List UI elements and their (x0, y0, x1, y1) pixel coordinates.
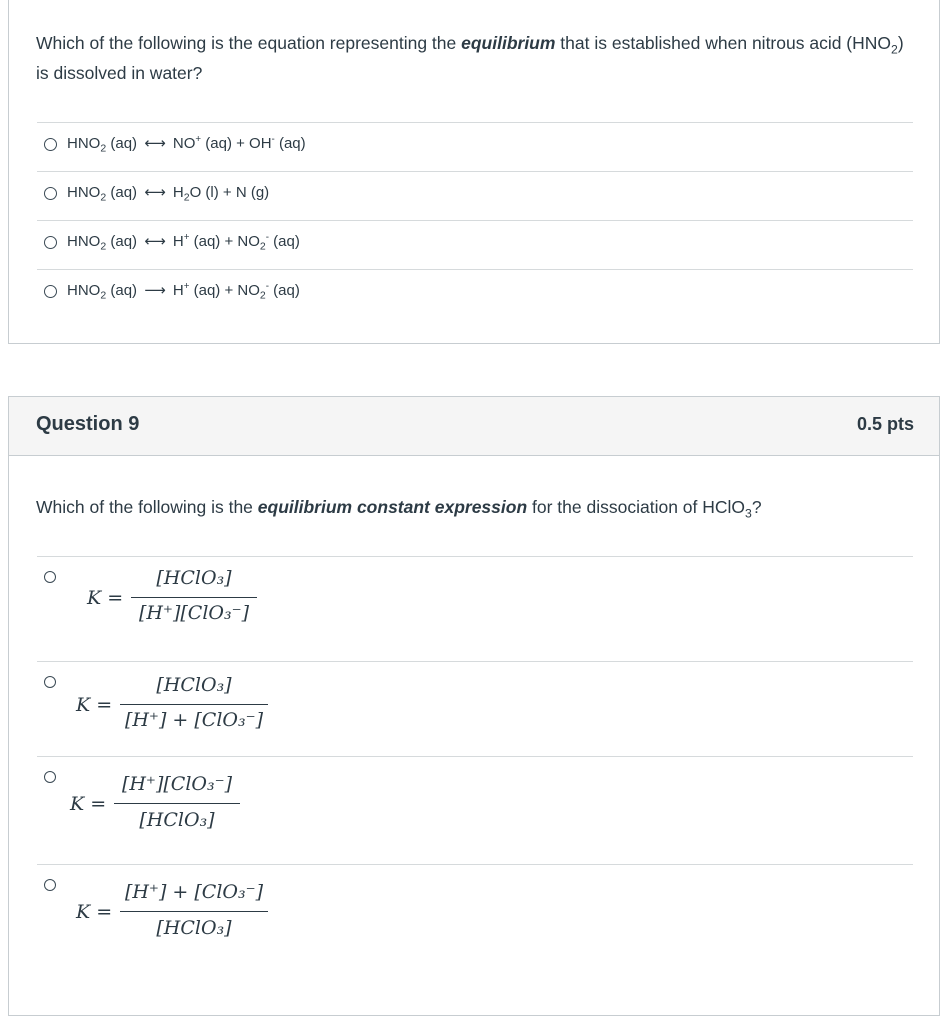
k-label: K = (70, 793, 107, 815)
answer-label: $HNO_2$ (aq) ⟶ H+ $(aq) + NO_2^-$ (aq) (67, 281, 300, 302)
fraction (120, 881, 268, 951)
radio-button[interactable] (44, 771, 56, 783)
question-8-text: Which of the following is the equation representing the equilibrium that is established when nitrous acid $(HNO_2)$ is dissolved in water? (36, 33, 904, 83)
divider (37, 171, 913, 172)
k-expression (76, 881, 336, 957)
radio-button[interactable] (44, 879, 56, 891)
fraction (131, 567, 257, 639)
k-expression (87, 567, 327, 645)
radio-button[interactable] (44, 285, 57, 298)
divider (37, 269, 913, 270)
answer-label: $HNO_2$ (aq) ⟷ H+ $(aq) + NO_2^-$ (aq) (67, 232, 300, 253)
divider (37, 864, 913, 865)
radio-button[interactable] (44, 236, 57, 249)
k-expression (76, 674, 336, 752)
answer-label: $HNO_2$ (aq) ⟷ NO+ (aq) + OH- (aq) (67, 134, 306, 155)
k-label: K = (76, 694, 113, 716)
answer-option-1[interactable] (37, 134, 913, 164)
question-points: 0.5 pts (856, 414, 914, 434)
fraction-bar (114, 803, 240, 804)
answer-option-3[interactable] (37, 232, 913, 262)
question-header (9, 397, 939, 456)
reversible-arrow-icon: ⟷ (144, 134, 166, 152)
divider (37, 220, 913, 221)
denominator: [HClO₃] (156, 917, 232, 939)
forward-arrow-icon: ⟶ (144, 281, 166, 299)
divider (37, 122, 913, 123)
question-9-text: Which of the following is the equilibrium constant expression for the dissociation of HClO$_3$? (36, 497, 762, 521)
numerator: [HClO₃] (156, 674, 232, 696)
radio-button[interactable] (44, 138, 57, 151)
numerator: [HClO₃] (156, 567, 232, 589)
answer-option-2[interactable] (37, 670, 913, 760)
radio-button[interactable] (44, 571, 56, 583)
fraction-bar (120, 704, 268, 705)
fraction-bar (131, 597, 257, 598)
divider (37, 556, 913, 557)
denominator: [H⁺] + [ClO₃⁻] (124, 709, 264, 731)
answer-option-3[interactable] (37, 765, 913, 865)
k-label: K = (76, 901, 113, 923)
k-expression (70, 773, 310, 849)
question-title: Question 9 (36, 413, 140, 435)
answer-option-2[interactable] (37, 183, 913, 213)
k-label: K = (87, 587, 124, 609)
fraction (114, 773, 240, 843)
fraction (120, 674, 268, 746)
answer-option-1[interactable] (37, 565, 913, 655)
answer-option-4[interactable] (37, 873, 913, 973)
denominator: [HClO₃] (139, 809, 215, 831)
reversible-arrow-icon: ⟷ (144, 183, 166, 201)
denominator: [H⁺][ClO₃⁻] (138, 602, 250, 624)
answer-label: $HNO_2$ (aq) ⟷ $H_2O$ (l) + N (g) (67, 183, 270, 204)
question-9-card (8, 396, 940, 1016)
numerator: [H⁺][ClO₃⁻] (121, 773, 233, 795)
answer-option-4[interactable] (37, 281, 913, 311)
fraction-bar (120, 911, 268, 912)
reversible-arrow-icon: ⟷ (144, 232, 166, 250)
radio-button[interactable] (44, 187, 57, 200)
radio-button[interactable] (44, 676, 56, 688)
divider (37, 661, 913, 662)
question-8-card (8, 0, 940, 344)
divider (37, 756, 913, 757)
numerator: [H⁺] + [ClO₃⁻] (124, 881, 264, 903)
